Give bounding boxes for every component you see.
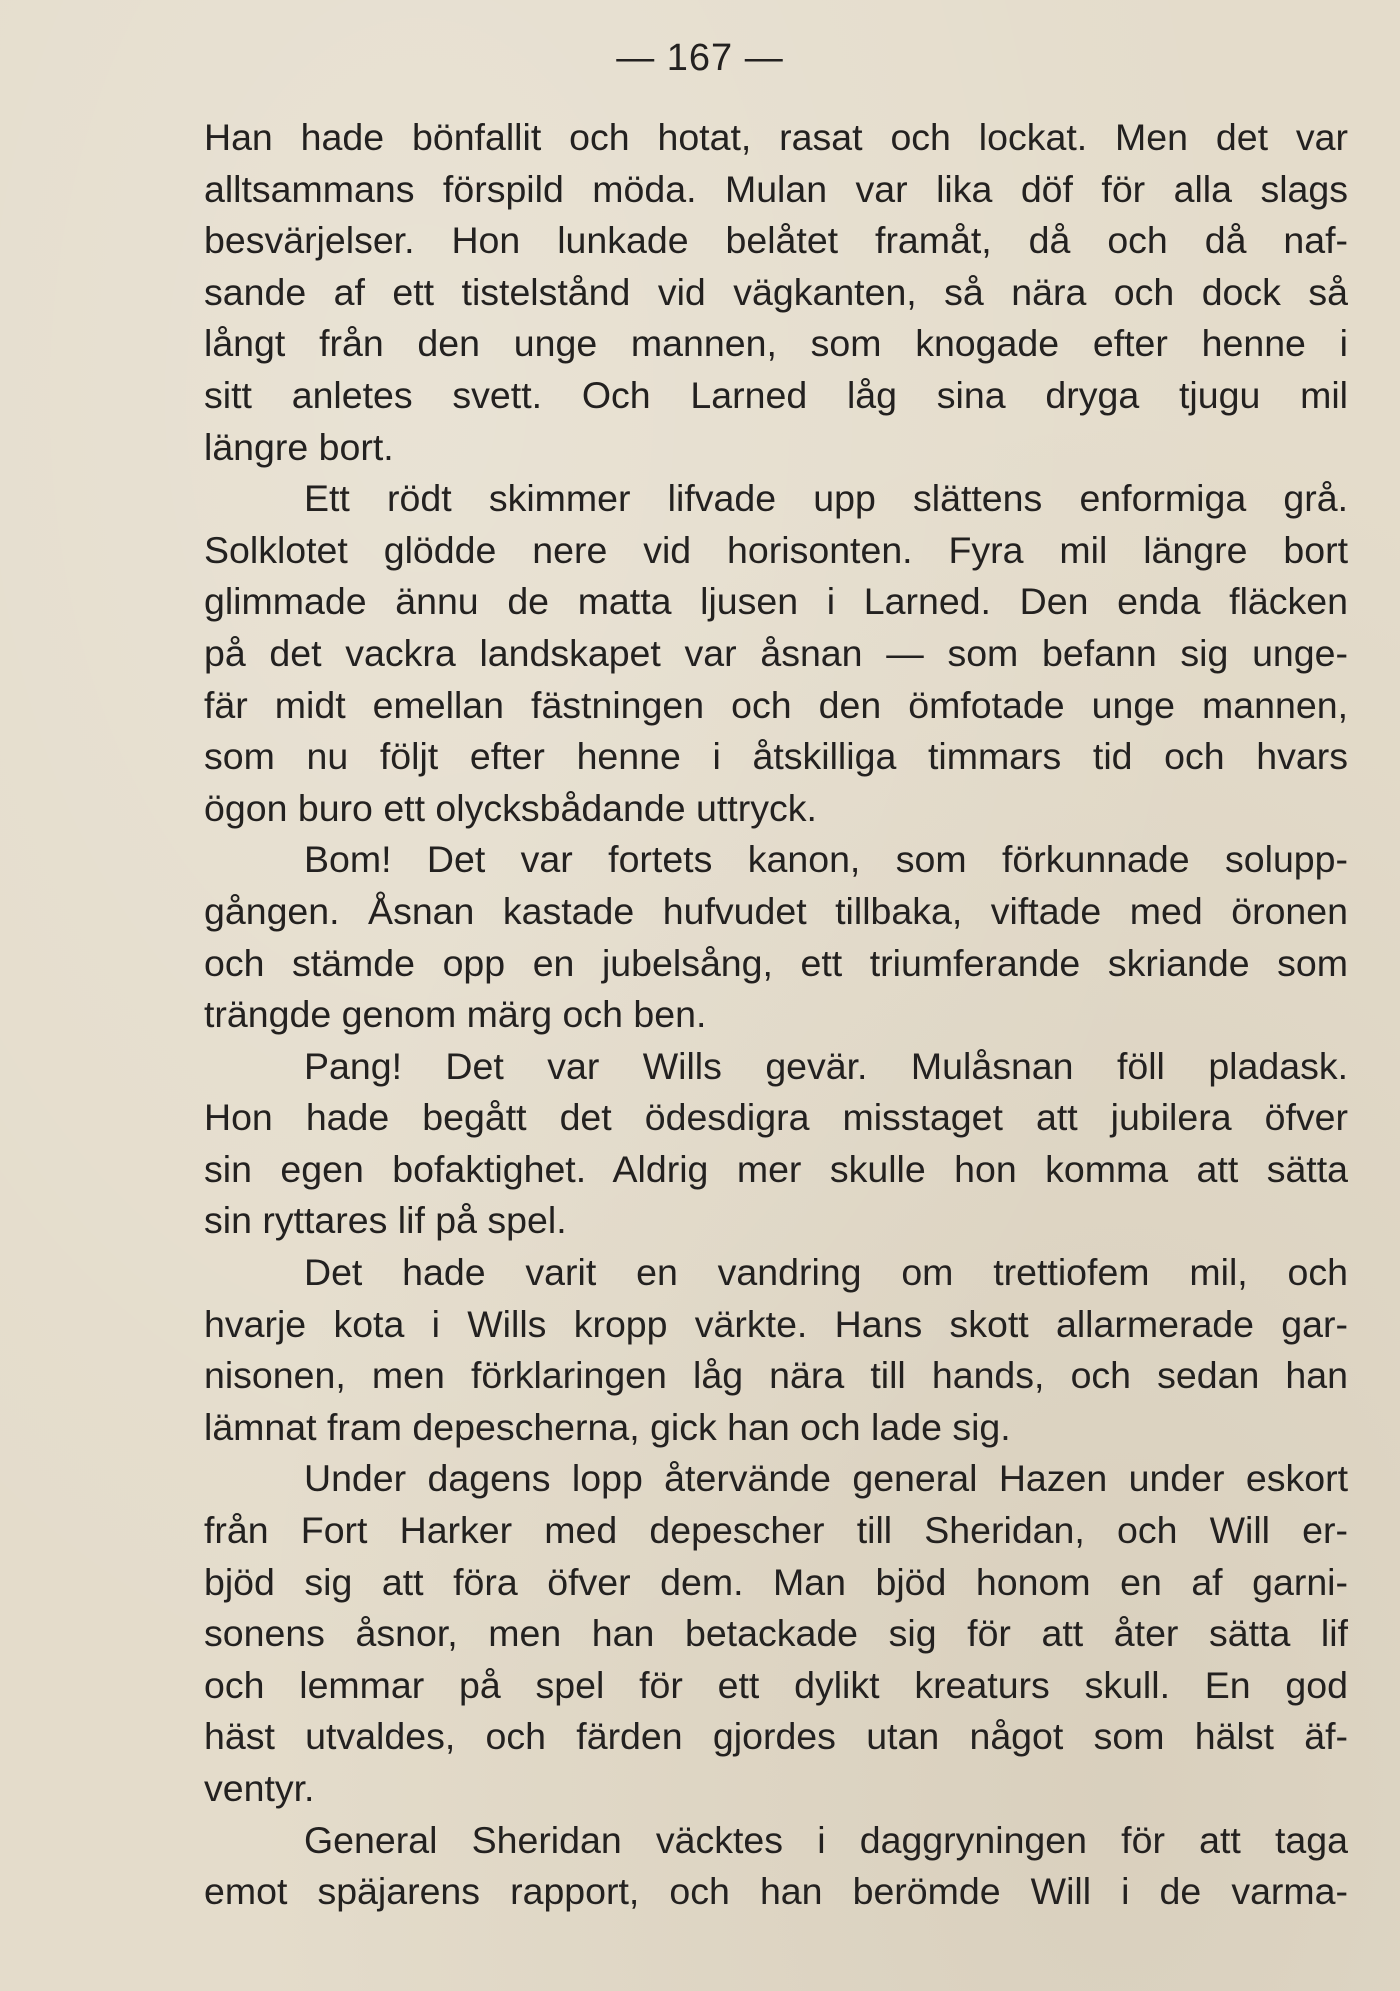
text-line: sande af ett tistelstånd vid vägkanten, så nära och dock så	[204, 270, 1348, 313]
text-line: nisonen, men förklaringen låg nära till hands, och sedan han	[204, 1354, 1348, 1397]
text-line: hvarje kota i Wills kropp värkte. Hans skott allarmerade gar-	[204, 1302, 1348, 1345]
text-line: ventyr.	[204, 1767, 315, 1809]
text-line: Solklotet glödde nere vid horisonten. Fyra mil längre bort	[204, 528, 1348, 571]
text-line: Pang! Det var Wills gevär. Mulåsnan föll pladask.	[304, 1044, 1348, 1087]
text-line: emot späjarens rapport, och han berömde Will i de varma-	[204, 1870, 1348, 1913]
text-line: sin ryttares lif på spel.	[204, 1199, 567, 1242]
text-line: långt från den unge mannen, som knogade efter henne i	[204, 322, 1348, 365]
text-line: Ett rödt skimmer lifvade upp slättens enformiga grå.	[304, 477, 1348, 520]
text-line: glimmade ännu de matta ljusen i Larned. Den enda fläcken	[204, 580, 1348, 623]
body-text	[204, 112, 1348, 1918]
text-line: gången. Åsnan kastade hufvudet tillbaka, viftade med öronen	[204, 889, 1348, 932]
text-line: General Sheridan väcktes i daggryningen för att taga	[304, 1818, 1348, 1861]
text-line: Det hade varit en vandring om trettiofem mil, och	[304, 1251, 1348, 1294]
text-line: bjöd sig att föra öfver dem. Man bjöd honom en af garni-	[204, 1560, 1348, 1603]
text-line: Hon hade begått det ödesdigra misstaget att jubilera öfver	[204, 1096, 1348, 1139]
text-line: Han hade bönfallit och hotat, rasat och lockat. Men det var	[204, 116, 1348, 158]
text-line: alltsammans förspild möda. Mulan var lika döf för alla slags	[204, 167, 1348, 210]
text-line: på det vackra landskapet var åsnan — som befann sig unge-	[204, 631, 1348, 674]
text-line: längre bort.	[204, 425, 394, 468]
text-line: från Fort Harker med depescher till Sheridan, och Will er-	[204, 1509, 1348, 1552]
text-line: Bom! Det var fortets kanon, som förkunnade solupp-	[304, 838, 1348, 881]
text-line: Under dagens lopp återvände general Hazen under eskort	[304, 1457, 1348, 1500]
text-line: sitt anletes svett. Och Larned låg sina dryga tjugu mil	[204, 373, 1348, 416]
text-line: besvärjelser. Hon lunkade belåtet framåt, då och då naf-	[204, 219, 1348, 262]
text-line: som nu följt efter henne i åtskilliga timmars tid och hvars	[204, 735, 1348, 778]
text-line: fär midt emellan fästningen och den ömfotade unge mannen,	[204, 683, 1348, 726]
page-number: — 167 —	[616, 37, 784, 79]
text-line: ögon buro ett olycksbådande uttryck.	[204, 786, 817, 829]
text-line: trängde genom märg och ben.	[204, 993, 707, 1036]
text-line: sin egen bofaktighet. Aldrig mer skulle hon komma att sätta	[204, 1147, 1348, 1190]
text-line: häst utvaldes, och färden gjordes utan något som hälst äf-	[204, 1715, 1348, 1758]
text-line: och stämde opp en jubelsång, ett triumferande skriande som	[204, 941, 1348, 984]
text-line: och lemmar på spel för ett dylikt kreaturs skull. En god	[204, 1663, 1348, 1706]
text-line: lämnat fram depescherna, gick han och lade sig.	[204, 1405, 1011, 1448]
text-line: sonens åsnor, men han betackade sig för att åter sätta lif	[204, 1612, 1348, 1655]
